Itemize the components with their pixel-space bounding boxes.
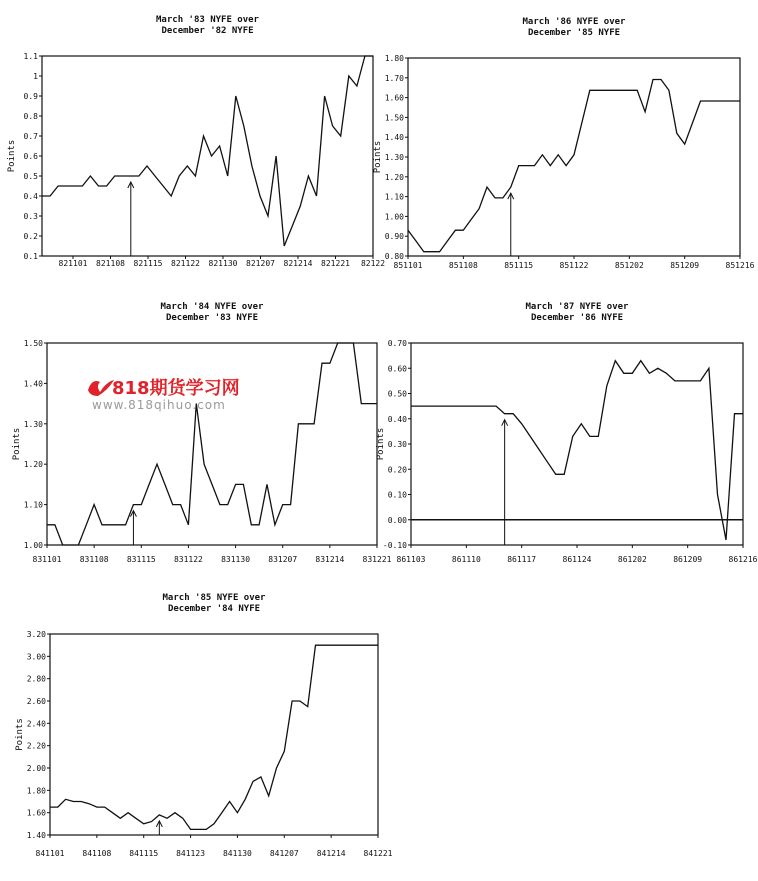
y-axis-label: Points bbox=[373, 140, 383, 174]
x-tick-label: 841214 bbox=[316, 849, 346, 858]
chart-title-line: December '82 NYFE bbox=[161, 26, 254, 36]
y-tick-label: 2.80 bbox=[26, 674, 46, 684]
y-tick-label: 1.00 bbox=[23, 541, 43, 550]
x-tick-label: 831130 bbox=[221, 555, 251, 564]
chart-title-line: March '84 NYFE over bbox=[160, 302, 264, 312]
y-tick-label: 0.60 bbox=[387, 364, 407, 374]
y-axis-label: Points bbox=[376, 427, 386, 461]
y-tick-label: 1.60 bbox=[26, 808, 46, 818]
x-tick-label: 861124 bbox=[562, 555, 592, 564]
chart-title-line: March '85 NYFE over bbox=[162, 593, 266, 603]
y-tick-label: 0.90 bbox=[384, 232, 404, 242]
x-tick-label: 82122 bbox=[360, 259, 386, 268]
chart-title-line: December '84 NYFE bbox=[167, 604, 261, 614]
y-tick-label: 1.00 bbox=[384, 212, 404, 222]
x-tick-label: 841130 bbox=[222, 849, 252, 858]
watermark-text: 818期货学习网 bbox=[112, 378, 240, 399]
y-tick-label: 1.40 bbox=[384, 133, 404, 143]
x-tick-label: 861209 bbox=[673, 555, 703, 564]
x-tick-label: 841101 bbox=[35, 849, 65, 858]
y-axis-label: Points bbox=[15, 718, 25, 751]
x-tick-label: 861110 bbox=[451, 555, 481, 564]
plot-frame bbox=[411, 343, 743, 545]
y-axis-label: Points bbox=[7, 139, 17, 173]
y-tick-label: 0.9 bbox=[23, 92, 38, 101]
x-tick-label: 821108 bbox=[96, 259, 125, 268]
y-tick-label: 0.3 bbox=[23, 212, 38, 221]
y-tick-label: 1.50 bbox=[23, 339, 43, 348]
y-tick-label: 0.40 bbox=[387, 414, 407, 424]
y-tick-label: -0.10 bbox=[382, 541, 407, 550]
x-tick-label: 851202 bbox=[614, 261, 644, 270]
y-tick-label: 0.7 bbox=[23, 132, 38, 141]
x-tick-label: 841115 bbox=[129, 849, 159, 858]
y-tick-label: 2.20 bbox=[26, 741, 46, 751]
x-tick-label: 861202 bbox=[617, 555, 647, 564]
x-tick-label: 851101 bbox=[393, 261, 423, 270]
y-tick-label: 0.2 bbox=[23, 232, 38, 241]
entry-arrow bbox=[502, 420, 508, 545]
x-tick-label: 851216 bbox=[725, 261, 755, 270]
entry-arrow bbox=[156, 821, 162, 835]
y-tick-label: 3.00 bbox=[26, 652, 46, 662]
y-tick-label: 1.10 bbox=[384, 192, 404, 202]
x-tick-label: 831101 bbox=[32, 555, 62, 564]
x-tick-label: 841207 bbox=[269, 849, 299, 858]
y-tick-label: 2.60 bbox=[26, 697, 46, 706]
y-tick-label: 1.60 bbox=[384, 93, 404, 103]
y-tick-label: 1.30 bbox=[23, 419, 43, 429]
y-tick-label: 1.20 bbox=[384, 172, 404, 182]
x-tick-label: 821221 bbox=[321, 259, 350, 268]
chart-title-line: March '86 NYFE over bbox=[522, 17, 626, 27]
x-tick-label: 861216 bbox=[728, 555, 758, 564]
y-tick-label: 3.20 bbox=[26, 630, 46, 639]
x-tick-label: 851108 bbox=[448, 261, 478, 270]
y-tick-label: 1.20 bbox=[23, 460, 43, 470]
y-tick-label: 2.40 bbox=[26, 719, 46, 729]
y-tick-label: 1.40 bbox=[23, 379, 43, 389]
plot-frame bbox=[50, 634, 378, 835]
y-tick-label: 0.10 bbox=[387, 490, 407, 500]
series-line bbox=[411, 361, 743, 540]
y-tick-label: 1.70 bbox=[384, 73, 404, 83]
x-tick-label: 831122 bbox=[173, 555, 203, 564]
y-tick-label: 0.5 bbox=[23, 172, 38, 181]
y-tick-label: 1.30 bbox=[384, 153, 404, 162]
x-tick-label: 841108 bbox=[82, 849, 112, 858]
x-tick-label: 841221 bbox=[363, 849, 393, 858]
y-tick-label: 1.40 bbox=[26, 831, 46, 840]
y-tick-label: 0.00 bbox=[387, 515, 407, 525]
x-tick-label: 821207 bbox=[246, 259, 275, 268]
x-tick-label: 821101 bbox=[58, 259, 88, 268]
x-tick-label: 821122 bbox=[171, 259, 200, 268]
x-tick-label: 841123 bbox=[176, 849, 206, 858]
chart-title-line: December '85 NYFE bbox=[527, 28, 621, 38]
y-tick-label: 0.80 bbox=[384, 252, 404, 261]
y-tick-label: 0.4 bbox=[23, 192, 38, 201]
y-tick-label: 0.8 bbox=[23, 112, 38, 121]
y-tick-label: 1.80 bbox=[26, 786, 46, 796]
watermark bbox=[86, 372, 276, 418]
x-tick-label: 831214 bbox=[315, 555, 345, 564]
series-line bbox=[50, 645, 378, 829]
y-tick-label: 0.20 bbox=[387, 465, 407, 475]
x-tick-label: 821130 bbox=[208, 259, 238, 268]
y-tick-label: 0.1 bbox=[23, 252, 38, 261]
x-tick-label: 831207 bbox=[268, 555, 298, 564]
y-tick-label: 1 bbox=[33, 72, 38, 81]
watermark-url: www.818qihuo.com bbox=[92, 398, 226, 412]
x-tick-label: 851122 bbox=[559, 261, 589, 270]
x-tick-label: 821115 bbox=[133, 259, 163, 268]
y-tick-label: 2.00 bbox=[26, 764, 46, 773]
chart-title-line: December '83 NYFE bbox=[165, 313, 259, 323]
y-tick-label: 0.70 bbox=[387, 339, 407, 348]
y-tick-label: 0.6 bbox=[23, 152, 38, 161]
x-tick-label: 821214 bbox=[283, 259, 313, 268]
y-tick-label: 0.30 bbox=[387, 440, 407, 449]
chart-title-line: March '87 NYFE over bbox=[525, 302, 629, 312]
x-tick-label: 831115 bbox=[126, 555, 156, 564]
x-tick-label: 831108 bbox=[79, 555, 109, 564]
x-tick-label: 851209 bbox=[670, 261, 700, 270]
y-tick-label: 1.10 bbox=[23, 500, 43, 510]
x-tick-label: 831221 bbox=[362, 555, 392, 564]
x-tick-label: 861117 bbox=[507, 555, 537, 564]
y-tick-label: 1.50 bbox=[384, 113, 404, 123]
x-tick-label: 851115 bbox=[504, 261, 534, 270]
chart-title-line: March '83 NYFE over bbox=[156, 15, 259, 25]
y-axis-label: Points bbox=[12, 427, 22, 461]
chart-title-line: December '86 NYFE bbox=[530, 313, 624, 323]
x-tick-label: 861103 bbox=[396, 555, 426, 564]
y-tick-label: 1.1 bbox=[23, 52, 38, 61]
y-tick-label: 1.80 bbox=[384, 54, 404, 63]
y-tick-label: 0.50 bbox=[387, 389, 407, 399]
